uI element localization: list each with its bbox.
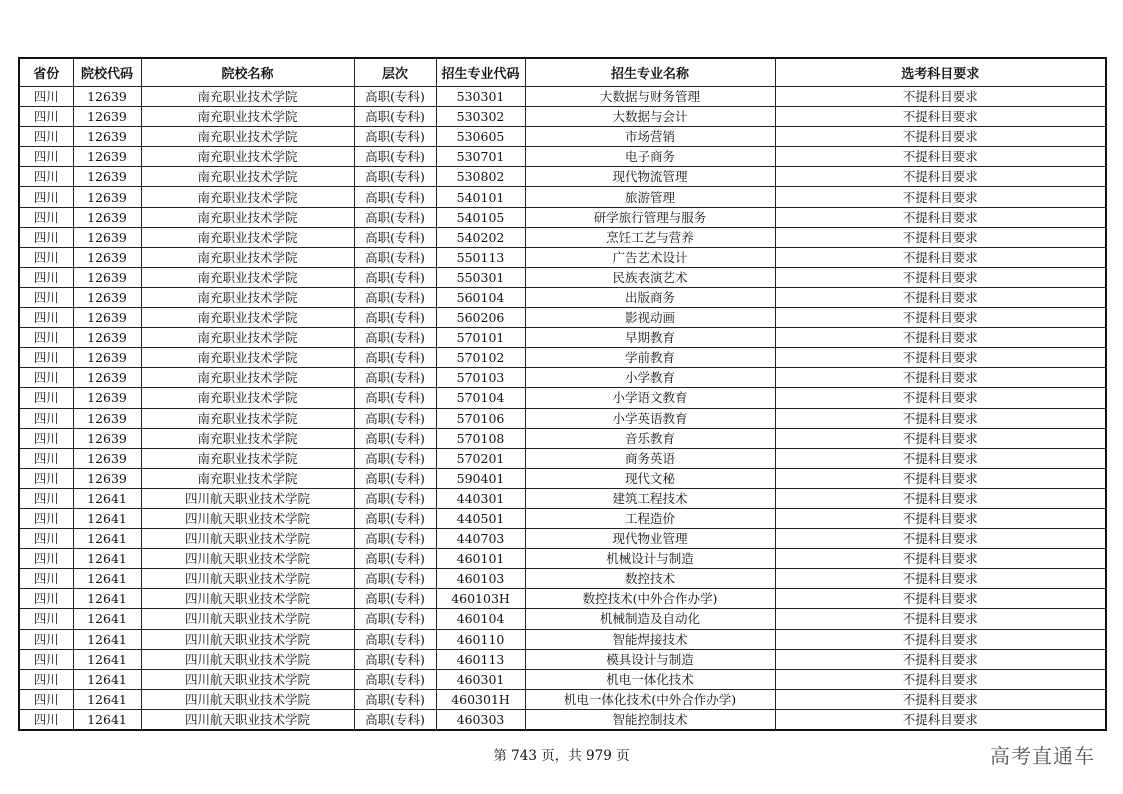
cell-province: 四川 <box>19 589 73 609</box>
cell-school-code: 12639 <box>73 468 141 488</box>
cell-school-code: 12639 <box>73 247 141 267</box>
cell-school-code: 12641 <box>73 589 141 609</box>
cell-school-name: 南充职业技术学院 <box>141 267 354 287</box>
cell-school-name: 四川航天职业技术学院 <box>141 508 354 528</box>
cell-major-name: 机械制造及自动化 <box>525 609 775 629</box>
cell-major-name: 小学教育 <box>525 368 775 388</box>
cell-school-code: 12641 <box>73 669 141 689</box>
watermark-text: 高考直通车 <box>990 744 1095 768</box>
cell-subject-requirement: 不提科目要求 <box>775 227 1106 247</box>
cell-subject-requirement: 不提科目要求 <box>775 589 1106 609</box>
cell-province: 四川 <box>19 448 73 468</box>
cell-school-code: 12639 <box>73 368 141 388</box>
cell-school-code: 12639 <box>73 308 141 328</box>
cell-subject-requirement: 不提科目要求 <box>775 368 1106 388</box>
cell-subject-requirement: 不提科目要求 <box>775 348 1106 368</box>
cell-province: 四川 <box>19 147 73 167</box>
cell-school-code: 12639 <box>73 147 141 167</box>
cell-level: 高职(专科) <box>354 348 436 368</box>
cell-level: 高职(专科) <box>354 287 436 307</box>
cell-major-code: 550301 <box>436 267 525 287</box>
cell-province: 四川 <box>19 187 73 207</box>
cell-subject-requirement: 不提科目要求 <box>775 328 1106 348</box>
cell-subject-requirement: 不提科目要求 <box>775 247 1106 267</box>
cell-subject-requirement: 不提科目要求 <box>775 689 1106 709</box>
cell-major-code: 570201 <box>436 448 525 468</box>
cell-school-code: 12641 <box>73 609 141 629</box>
cell-level: 高职(专科) <box>354 589 436 609</box>
table-row <box>19 428 1106 448</box>
cell-major-code: 550113 <box>436 247 525 267</box>
cell-province: 四川 <box>19 468 73 488</box>
cell-subject-requirement: 不提科目要求 <box>775 649 1106 669</box>
cell-level: 高职(专科) <box>354 549 436 569</box>
cell-major-code: 590401 <box>436 468 525 488</box>
cell-level: 高职(专科) <box>354 227 436 247</box>
cell-level: 高职(专科) <box>354 508 436 528</box>
cell-school-name: 南充职业技术学院 <box>141 107 354 127</box>
table-row <box>19 308 1106 328</box>
cell-major-name: 旅游管理 <box>525 187 775 207</box>
cell-major-code: 560104 <box>436 287 525 307</box>
cell-major-name: 智能控制技术 <box>525 709 775 730</box>
cell-subject-requirement: 不提科目要求 <box>775 107 1106 127</box>
cell-school-code: 12641 <box>73 629 141 649</box>
cell-school-name: 南充职业技术学院 <box>141 167 354 187</box>
cell-major-name: 商务英语 <box>525 448 775 468</box>
table-row <box>19 247 1106 267</box>
cell-province: 四川 <box>19 428 73 448</box>
cell-school-name: 南充职业技术学院 <box>141 388 354 408</box>
cell-major-name: 影视动画 <box>525 308 775 328</box>
table-row <box>19 689 1106 709</box>
cell-school-name: 南充职业技术学院 <box>141 187 354 207</box>
cell-subject-requirement: 不提科目要求 <box>775 669 1106 689</box>
cell-major-code: 560206 <box>436 308 525 328</box>
cell-province: 四川 <box>19 167 73 187</box>
table-row <box>19 227 1106 247</box>
page-number: 第 743 页，共 979 页 <box>493 748 630 764</box>
cell-major-code: 460103 <box>436 569 525 589</box>
cell-school-name: 四川航天职业技术学院 <box>141 609 354 629</box>
cell-province: 四川 <box>19 227 73 247</box>
cell-school-name: 四川航天职业技术学院 <box>141 669 354 689</box>
cell-level: 高职(专科) <box>354 709 436 730</box>
cell-level: 高职(专科) <box>354 207 436 227</box>
cell-province: 四川 <box>19 649 73 669</box>
table-row <box>19 609 1106 629</box>
cell-subject-requirement: 不提科目要求 <box>775 549 1106 569</box>
header-province: 省份 <box>19 58 73 87</box>
table-row <box>19 107 1106 127</box>
cell-major-code: 460303 <box>436 709 525 730</box>
cell-major-code: 440301 <box>436 488 525 508</box>
cell-school-code: 12639 <box>73 87 141 107</box>
cell-subject-requirement: 不提科目要求 <box>775 709 1106 730</box>
cell-major-code: 570106 <box>436 408 525 428</box>
cell-school-code: 12641 <box>73 529 141 549</box>
table-row <box>19 187 1106 207</box>
cell-major-code: 460301H <box>436 689 525 709</box>
header-school-code: 院校代码 <box>73 58 141 87</box>
cell-school-name: 南充职业技术学院 <box>141 368 354 388</box>
cell-school-name: 四川航天职业技术学院 <box>141 488 354 508</box>
cell-level: 高职(专科) <box>354 368 436 388</box>
cell-school-code: 12639 <box>73 127 141 147</box>
cell-school-name: 南充职业技术学院 <box>141 147 354 167</box>
header-level: 层次 <box>354 58 436 87</box>
table-row <box>19 589 1106 609</box>
cell-province: 四川 <box>19 348 73 368</box>
cell-subject-requirement: 不提科目要求 <box>775 488 1106 508</box>
cell-major-name: 现代物流管理 <box>525 167 775 187</box>
cell-school-name: 南充职业技术学院 <box>141 87 354 107</box>
cell-province: 四川 <box>19 368 73 388</box>
cell-subject-requirement: 不提科目要求 <box>775 609 1106 629</box>
cell-school-name: 南充职业技术学院 <box>141 308 354 328</box>
cell-province: 四川 <box>19 207 73 227</box>
cell-subject-requirement: 不提科目要求 <box>775 629 1106 649</box>
cell-province: 四川 <box>19 508 73 528</box>
cell-major-code: 440703 <box>436 529 525 549</box>
cell-subject-requirement: 不提科目要求 <box>775 267 1106 287</box>
cell-subject-requirement: 不提科目要求 <box>775 207 1106 227</box>
cell-major-code: 570104 <box>436 388 525 408</box>
cell-province: 四川 <box>19 549 73 569</box>
cell-subject-requirement: 不提科目要求 <box>775 308 1106 328</box>
cell-province: 四川 <box>19 669 73 689</box>
cell-level: 高职(专科) <box>354 689 436 709</box>
cell-school-code: 12639 <box>73 408 141 428</box>
cell-school-code: 12639 <box>73 287 141 307</box>
cell-school-code: 12641 <box>73 488 141 508</box>
cell-major-code: 530301 <box>436 87 525 107</box>
cell-major-name: 研学旅行管理与服务 <box>525 207 775 227</box>
header-major-name: 招生专业名称 <box>525 58 775 87</box>
table-row <box>19 529 1106 549</box>
table-row <box>19 448 1106 468</box>
cell-major-code: 460104 <box>436 609 525 629</box>
cell-level: 高职(专科) <box>354 127 436 147</box>
cell-school-code: 12639 <box>73 187 141 207</box>
cell-school-name: 四川航天职业技术学院 <box>141 709 354 730</box>
table-row <box>19 388 1106 408</box>
cell-school-code: 12641 <box>73 508 141 528</box>
cell-province: 四川 <box>19 287 73 307</box>
cell-province: 四川 <box>19 328 73 348</box>
cell-major-name: 智能焊接技术 <box>525 629 775 649</box>
table-row <box>19 709 1106 730</box>
cell-major-name: 现代物业管理 <box>525 529 775 549</box>
cell-school-name: 南充职业技术学院 <box>141 408 354 428</box>
cell-major-name: 民族表演艺术 <box>525 267 775 287</box>
table-row <box>19 328 1106 348</box>
cell-school-code: 12639 <box>73 388 141 408</box>
cell-subject-requirement: 不提科目要求 <box>775 448 1106 468</box>
cell-major-code: 540101 <box>436 187 525 207</box>
cell-major-name: 大数据与会计 <box>525 107 775 127</box>
header-major-code: 招生专业代码 <box>436 58 525 87</box>
cell-province: 四川 <box>19 529 73 549</box>
table-row <box>19 368 1106 388</box>
cell-major-code: 540202 <box>436 227 525 247</box>
table-row <box>19 408 1106 428</box>
cell-major-code: 440501 <box>436 508 525 528</box>
table-row <box>19 87 1106 107</box>
table-row <box>19 629 1106 649</box>
cell-school-code: 12639 <box>73 167 141 187</box>
cell-province: 四川 <box>19 388 73 408</box>
cell-level: 高职(专科) <box>354 669 436 689</box>
cell-school-code: 12639 <box>73 448 141 468</box>
cell-school-code: 12639 <box>73 348 141 368</box>
cell-school-code: 12639 <box>73 428 141 448</box>
cell-major-name: 电子商务 <box>525 147 775 167</box>
table-row <box>19 348 1106 368</box>
cell-major-name: 机电一体化技术(中外合作办学) <box>525 689 775 709</box>
cell-level: 高职(专科) <box>354 308 436 328</box>
cell-subject-requirement: 不提科目要求 <box>775 147 1106 167</box>
cell-province: 四川 <box>19 488 73 508</box>
cell-subject-requirement: 不提科目要求 <box>775 468 1106 488</box>
cell-major-name: 工程造价 <box>525 508 775 528</box>
cell-subject-requirement: 不提科目要求 <box>775 428 1106 448</box>
cell-level: 高职(专科) <box>354 649 436 669</box>
cell-level: 高职(专科) <box>354 408 436 428</box>
cell-major-code: 530302 <box>436 107 525 127</box>
header-school-name: 院校名称 <box>141 58 354 87</box>
enrollment-table <box>18 57 1107 731</box>
cell-level: 高职(专科) <box>354 609 436 629</box>
cell-major-name: 早期教育 <box>525 328 775 348</box>
cell-level: 高职(专科) <box>354 87 436 107</box>
cell-major-name: 小学语文教育 <box>525 388 775 408</box>
cell-major-code: 570101 <box>436 328 525 348</box>
cell-level: 高职(专科) <box>354 247 436 267</box>
table-body <box>19 87 1106 731</box>
cell-major-name: 音乐教育 <box>525 428 775 448</box>
cell-subject-requirement: 不提科目要求 <box>775 127 1106 147</box>
table-row <box>19 488 1106 508</box>
cell-level: 高职(专科) <box>354 167 436 187</box>
cell-major-name: 建筑工程技术 <box>525 488 775 508</box>
cell-school-code: 12639 <box>73 107 141 127</box>
table-row <box>19 127 1106 147</box>
table-row <box>19 147 1106 167</box>
cell-major-name: 小学英语教育 <box>525 408 775 428</box>
cell-province: 四川 <box>19 107 73 127</box>
cell-major-code: 570108 <box>436 428 525 448</box>
cell-major-code: 570102 <box>436 348 525 368</box>
cell-level: 高职(专科) <box>354 569 436 589</box>
cell-school-code: 12641 <box>73 549 141 569</box>
cell-major-code: 460301 <box>436 669 525 689</box>
cell-major-name: 市场营销 <box>525 127 775 147</box>
cell-school-code: 12641 <box>73 709 141 730</box>
table-header-row <box>19 58 1106 87</box>
table-row <box>19 508 1106 528</box>
cell-province: 四川 <box>19 569 73 589</box>
cell-school-name: 南充职业技术学院 <box>141 207 354 227</box>
cell-school-name: 南充职业技术学院 <box>141 428 354 448</box>
cell-major-code: 530802 <box>436 167 525 187</box>
table-row <box>19 649 1106 669</box>
cell-province: 四川 <box>19 308 73 328</box>
cell-school-code: 12639 <box>73 227 141 247</box>
table-row <box>19 549 1106 569</box>
cell-major-code: 540105 <box>436 207 525 227</box>
cell-level: 高职(专科) <box>354 187 436 207</box>
cell-level: 高职(专科) <box>354 448 436 468</box>
table-row <box>19 207 1106 227</box>
cell-school-name: 南充职业技术学院 <box>141 448 354 468</box>
cell-major-name: 学前教育 <box>525 348 775 368</box>
cell-province: 四川 <box>19 87 73 107</box>
header-subject-requirement: 选考科目要求 <box>775 58 1106 87</box>
cell-province: 四川 <box>19 609 73 629</box>
cell-subject-requirement: 不提科目要求 <box>775 187 1106 207</box>
cell-subject-requirement: 不提科目要求 <box>775 408 1106 428</box>
cell-major-name: 大数据与财务管理 <box>525 87 775 107</box>
cell-province: 四川 <box>19 709 73 730</box>
cell-level: 高职(专科) <box>354 147 436 167</box>
cell-school-name: 四川航天职业技术学院 <box>141 589 354 609</box>
cell-subject-requirement: 不提科目要求 <box>775 508 1106 528</box>
cell-major-name: 数控技术 <box>525 569 775 589</box>
cell-major-code: 530605 <box>436 127 525 147</box>
table-row <box>19 569 1106 589</box>
cell-province: 四川 <box>19 408 73 428</box>
cell-major-code: 460101 <box>436 549 525 569</box>
cell-major-code: 460103H <box>436 589 525 609</box>
cell-school-name: 四川航天职业技术学院 <box>141 649 354 669</box>
cell-subject-requirement: 不提科目要求 <box>775 287 1106 307</box>
cell-province: 四川 <box>19 127 73 147</box>
cell-school-code: 12641 <box>73 569 141 589</box>
cell-province: 四川 <box>19 689 73 709</box>
cell-school-name: 南充职业技术学院 <box>141 468 354 488</box>
cell-major-code: 460113 <box>436 649 525 669</box>
cell-subject-requirement: 不提科目要求 <box>775 529 1106 549</box>
cell-major-code: 530701 <box>436 147 525 167</box>
cell-school-name: 四川航天职业技术学院 <box>141 569 354 589</box>
cell-school-code: 12641 <box>73 689 141 709</box>
cell-level: 高职(专科) <box>354 428 436 448</box>
cell-major-name: 广告艺术设计 <box>525 247 775 267</box>
cell-school-code: 12639 <box>73 207 141 227</box>
cell-province: 四川 <box>19 247 73 267</box>
cell-school-code: 12641 <box>73 649 141 669</box>
cell-school-name: 南充职业技术学院 <box>141 328 354 348</box>
cell-school-name: 南充职业技术学院 <box>141 127 354 147</box>
table-row <box>19 669 1106 689</box>
cell-school-name: 南充职业技术学院 <box>141 348 354 368</box>
cell-subject-requirement: 不提科目要求 <box>775 569 1106 589</box>
cell-level: 高职(专科) <box>354 328 436 348</box>
table-row <box>19 167 1106 187</box>
cell-subject-requirement: 不提科目要求 <box>775 388 1106 408</box>
cell-school-name: 四川航天职业技术学院 <box>141 549 354 569</box>
cell-school-name: 南充职业技术学院 <box>141 247 354 267</box>
cell-major-name: 机电一体化技术 <box>525 669 775 689</box>
cell-level: 高职(专科) <box>354 267 436 287</box>
table-row <box>19 287 1106 307</box>
table-row <box>19 267 1106 287</box>
cell-level: 高职(专科) <box>354 388 436 408</box>
cell-major-name: 烹饪工艺与营养 <box>525 227 775 247</box>
cell-major-name: 模具设计与制造 <box>525 649 775 669</box>
cell-subject-requirement: 不提科目要求 <box>775 167 1106 187</box>
cell-school-name: 四川航天职业技术学院 <box>141 689 354 709</box>
cell-major-code: 460110 <box>436 629 525 649</box>
cell-level: 高职(专科) <box>354 629 436 649</box>
cell-school-code: 12639 <box>73 328 141 348</box>
cell-level: 高职(专科) <box>354 107 436 127</box>
cell-province: 四川 <box>19 629 73 649</box>
cell-major-name: 出版商务 <box>525 287 775 307</box>
cell-level: 高职(专科) <box>354 488 436 508</box>
cell-school-name: 南充职业技术学院 <box>141 227 354 247</box>
cell-province: 四川 <box>19 267 73 287</box>
cell-major-name: 机械设计与制造 <box>525 549 775 569</box>
cell-level: 高职(专科) <box>354 468 436 488</box>
cell-school-name: 四川航天职业技术学院 <box>141 529 354 549</box>
cell-school-name: 四川航天职业技术学院 <box>141 629 354 649</box>
table-row <box>19 468 1106 488</box>
cell-major-name: 数控技术(中外合作办学) <box>525 589 775 609</box>
cell-school-name: 南充职业技术学院 <box>141 287 354 307</box>
cell-major-name: 现代文秘 <box>525 468 775 488</box>
cell-subject-requirement: 不提科目要求 <box>775 87 1106 107</box>
cell-school-code: 12639 <box>73 267 141 287</box>
cell-major-code: 570103 <box>436 368 525 388</box>
cell-level: 高职(专科) <box>354 529 436 549</box>
